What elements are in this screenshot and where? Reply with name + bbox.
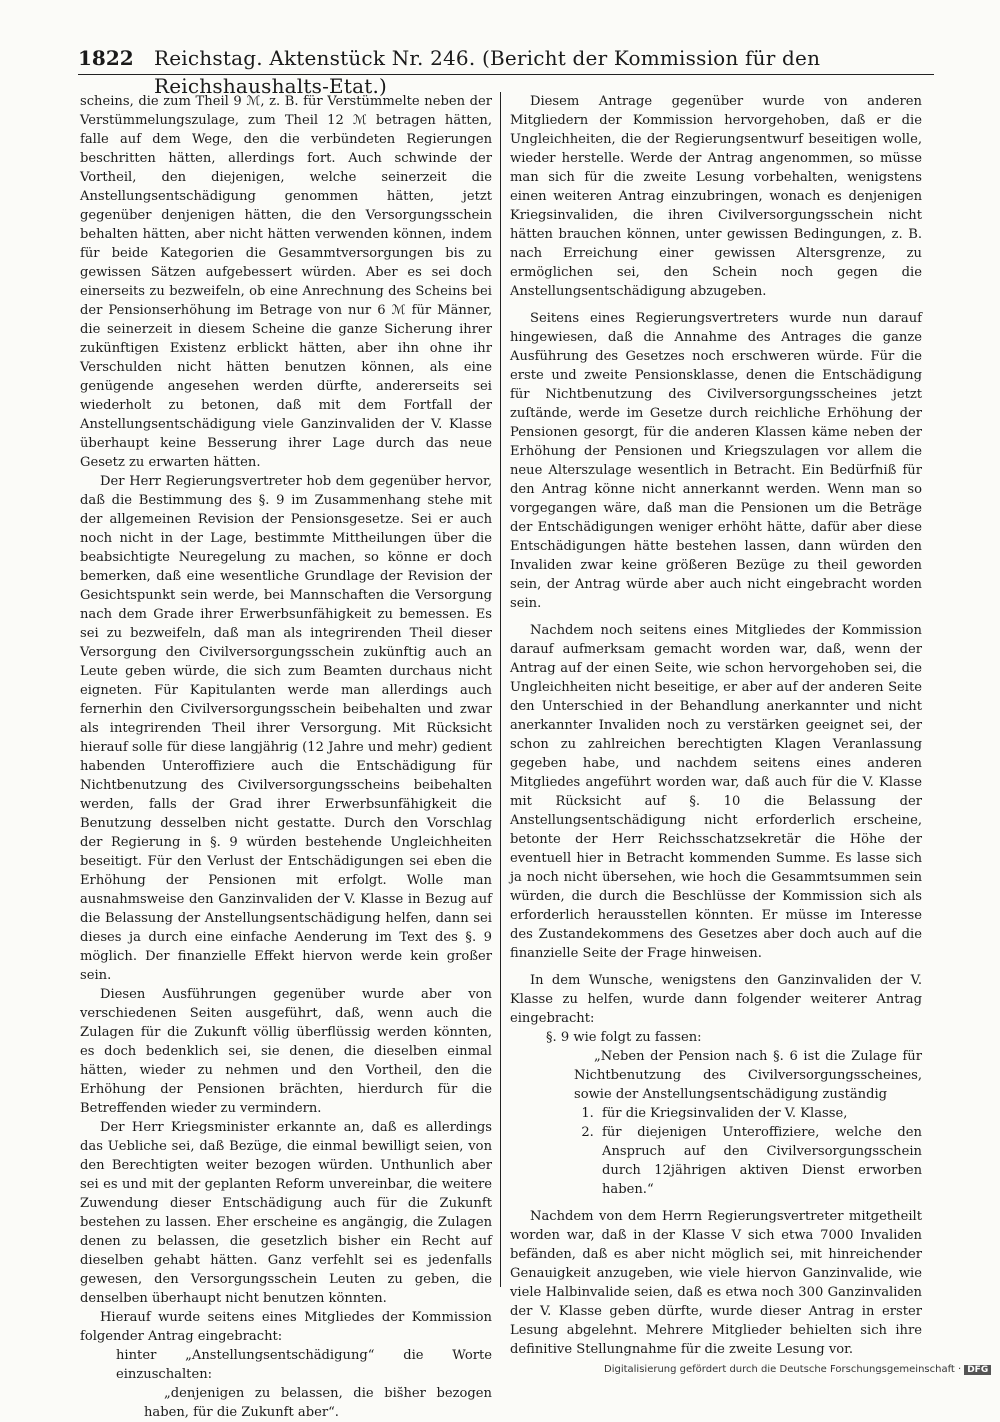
paragraph: Der Herr Kriegsminister erkannte an, daß es allerdings das Uebliche sei, daß Bezüge, die einmal bewilligt seien, von den Berechtigten weiter bezogen würden. Unthunlich aber sei es und mit der geplanten Reform unvereinbar, die weitere Zuwendung dieser Entschädigung auch für die Zukunft bestehen zu lassen. Eher erscheine es angängig, die Zulagen denen zu belassen, die gesetzlich bisher ein Recht auf dieselben gehabt hätten. Ganz verfehlt sei es jedenfalls gewesen, den Versorgungsschein Leuten zu geben, die denselben überhaupt nicht benutzen könnten. [80,1120,492,1306]
paragraph: In dem Wunsche, wenigstens den Ganzinvaliden der V. Klasse zu helfen, wurde dann folgender weiterer Antrag eingebracht: [510,973,922,1026]
paragraph: Diesen Ausführungen gegenüber wurde aber von verschiedenen Seiten ausgeführt, daß, wenn auch die Zulagen für die Zukunft völlig überflüssig werden könnten, es doch bedenklich sei, sie denen, die dieselben einmal hätten, wieder zu nehmen und den Vortheil, den die Erhöhung der Pensionen brächten, hierdurch für die Betreffenden wieder zu vermindern. [80,987,492,1116]
paragraph: Hierauf wurde seitens eines Mitgliedes der Kommission folgender Antrag eingebracht: [80,1310,492,1344]
paragraph: scheins, die zum Theil 9 ℳ, z. B. für Verstümmelte neben der Verstümmelungszulage, zum Theil 12 ℳ betragen hätten, falle auf dem Wege, den die verbündeten Regierungen beschritten hätten, allerdings fort. Auch schwinde der Vortheil, den diejenigen, welche seinerzeit die Anstellungsentschädigung genommen hätten, jetzt gegenüber denjenigen hätten, die den Versorgungsschein behalten hätten, aber nicht hätten verwenden können, indem für beide Kategorien die Gesammtversorgungen bis zu gewissen Sätzen aufgebessert würden. Aber es sei doch einerseits zu bezweifeln, ob eine Anrechnung des Scheins bei der Pensionserhöhung im Betrage von nur 6 ℳ für Männer, die seinerzeit in diesem Scheine die ganze Sicherung ihrer zukünftigen Existenz erblickt hätten, aber ihn ohne ihr Verschulden nicht hätten benutzen können, als eine genügende angesehen werden dürfte, andererseits sei wiederholt zu betonen, daß mit dem Fortfall der Anstellungsentschädigung viele Ganzinvaliden der V. Klasse überhaupt keine Besserung ihrer Lage durch das neue Gesetz zu erwarten hätten. [80,94,492,470]
list-item: 1. für die Kriegsinvaliden der V. Klasse, [598,1104,922,1123]
paragraph: Nachdem noch seitens eines Mitgliedes der Kommission darauf aufmerksam gemacht worden war, daß, wenn der Antrag auf der einen Seite, wie schon hervorgehoben sei, die Ungleichheiten nicht beseitige, er aber auf der anderen Seite den Unterschied in der Behandlung anerkannter und nicht anerkannter Invaliden noch zu verstärken geeignet sei, der schon zu zahlreichen berechtigten Klagen Veranlassung gegeben habe, und nachdem seitens eines anderen Mitgliedes angeführt worden war, daß auch für die V. Klasse mit Rücksicht auf §. 10 die Belassung der Anstellungsentschädigung nicht erforderlich erscheine, betonte der Herr Reichsschatzsekretär die Höhe der eventuell hier in Betracht kommenden Summe. Es lasse sich ja noch nicht übersehen, wie hoch die Gesammtsummen sein würden, die durch die Beschlüsse der Kommission sich als erforderlich herausstellen könnten. Er müsse im Interesse des Zustandekommens des Gesetzes aber doch auch auf die finanzielle Seite der Frage hinweisen. [510,623,922,961]
paragraph: Nachdem von dem Herrn Regierungsvertreter mitgetheilt worden war, daß in der Klasse V sich etwa 7000 Invaliden befänden, daß es aber nicht möglich sei, mit hinreichender Genauigkeit anzugeben, wie viele hiervon Ganzinvalide, wie viele Halbinvalide seien, daß es etwa noch 300 Ganzinvaliden der V. Klasse geben dürfte, wurde dieser Antrag in erster Lesung abgelehnt. Mehrere Mitglieder behielten sich ihre definitive Stellungnahme für die zweite Lesung vor. [510,1209,922,1357]
right-column [510,92,922,1359]
dfg-logo: DFG [964,1365,991,1375]
page-number: 1822 [78,46,134,70]
motion-list [510,1104,922,1199]
paragraph: Der Herr Regierungsvertreter hob dem gegenüber hervor, daß die Bestimmung des §. 9 im Zusammenhang stehe mit der allgemeinen Revision der Pensionsgesetze. Sei er auch noch nicht in der Lage, bestimmte Mittheilungen über die beabsichtigte Neuregelung zu machen, so könne er doch bemerken, daß eine wesentliche Grundlage der Revision der Gesichtspunkt sein werde, bei Mannschaften die Versorgung nach dem Grade ihrer Erwerbsunfähigkeit zu bemessen. Es sei zu bezweifeln, daß man als integrirenden Theil dieser Versorgung den Civilversorgungsschein zukünftig auch an Leute geben würde, die sich zum Beamten durchaus nicht eigneten. Für Kapitulanten werde man allerdings auch fernerhin den Civilversorgungsschein beibehalten und zwar als integrirenden Theil ihrer Versorgung. Mit Rücksicht hierauf solle für diese langjährig (12 Jahre und mehr) gedient habenden Unteroffiziere auch die Entschädigung für Nichtbenutzung des Civilversorgungsscheins beibehalten werden, falls der Grad ihrer Erwerbsunfähigkeit die Benutzung desselben nicht gestatte. Durch den Vorschlag der Regierung in §. 9 würden bestehende Ungleichheiten beseitigt. Für den Verlust der Entschädigungen sei eben die Erhöhung der Pensionen mit erfolgt. Wolle man ausnahmsweise den Ganzinvaliden der V. Klasse in Bezug auf die Belassung der Anstellungsentschädigung helfen, dann sei dieses ja durch eine einfache Aenderung im Text des §. 9 möglich. Der finanzielle Effekt hiervon werde kein großer sein. [80,474,492,983]
motion-quote: „Neben der Pension nach §. 6 ist die Zulage für Nichtbenutzung des Civilversorgungsscheines, sowie der Anstellungsentschädigung zuständig [574,1049,922,1102]
motion-instruction: hinter „Anstellungsentschädigung“ die Worte einzuschalten: [116,1348,492,1382]
paragraph: Seitens eines Regierungsvertreters wurde nun darauf hingewiesen, daß die Annahme des Antrages die ganze Ausführung des Gesetzes noch erschweren würde. Für die erste und zweite Pensionsklasse, denen die Entschädigung für Nichtbenutzung des Civilversorgungsscheines jetzt zuſtände, werde im Gesetze durch reichliche Erhöhung der Pensionen gesorgt, für die anderen Klassen käme neben der Erhöhung der Pensionen und Kriegszulagen vor allem die neue Alterszulage wesentlich in Betracht. Ein Bedürfniß für den Antrag könne nicht annerkannt werden. Wenn man so vorgegangen wäre, daß man die Pensionen um die Beträge der Entschädigungen weniger erhöht hätte, dafür aber diese Entschädigungen hätte bestehen lassen, dann würden den Invaliden zwar keine größeren Bezüge zu theil geworden sein, der Antrag würde aber auch nicht eingebracht worden sein. [510,311,922,611]
digitization-footer [604,1364,991,1375]
page-header [78,44,934,98]
motion-instruction: §. 9 wie folgt zu fassen: [546,1030,702,1045]
footer-text: Digitalisierung gefördert durch die Deutsche Forschungsgemeinschaft · [604,1364,962,1375]
column-divider [500,92,501,1287]
list-item: 2. für diejenigen Unteroffiziere, welche den Anspruch auf den Civilversorgungsschein durch 12jährigen aktiven Dienst erworben haben.“ [598,1123,922,1199]
running-title: Reichstag. Aktenstück Nr. 246. (Bericht der Kommission für den Reichshaushalts-Etat.) [154,46,821,98]
left-column [80,92,492,1422]
paragraph: Diesem Antrage gegenüber wurde von anderen Mitgliedern der Kommission hervorgehoben, daß er die Ungleichheiten, die der Regierungsentwurf beseitigen wolle, wieder herstelle. Werde der Antrag angenommen, so müsse man sich für die zweite Lesung vorbehalten, wenigstens einen weiteren Antrag einzubringen, wonach es denjenigen Kriegsinvaliden, die ihren Civilversorgungsschein nicht hätten brauchen können, unter gewissen Bedingungen, z. B. nach Erreichung einer gewissen Altersgrenze, zu ermöglichen sei, den Schein noch gegen die Anstellungsentschädigung abzugeben. [510,94,922,299]
motion-quote: „denjenigen zu belassen, die bis̆her bezogen haben, für die Zukunft aber“. [144,1386,492,1420]
